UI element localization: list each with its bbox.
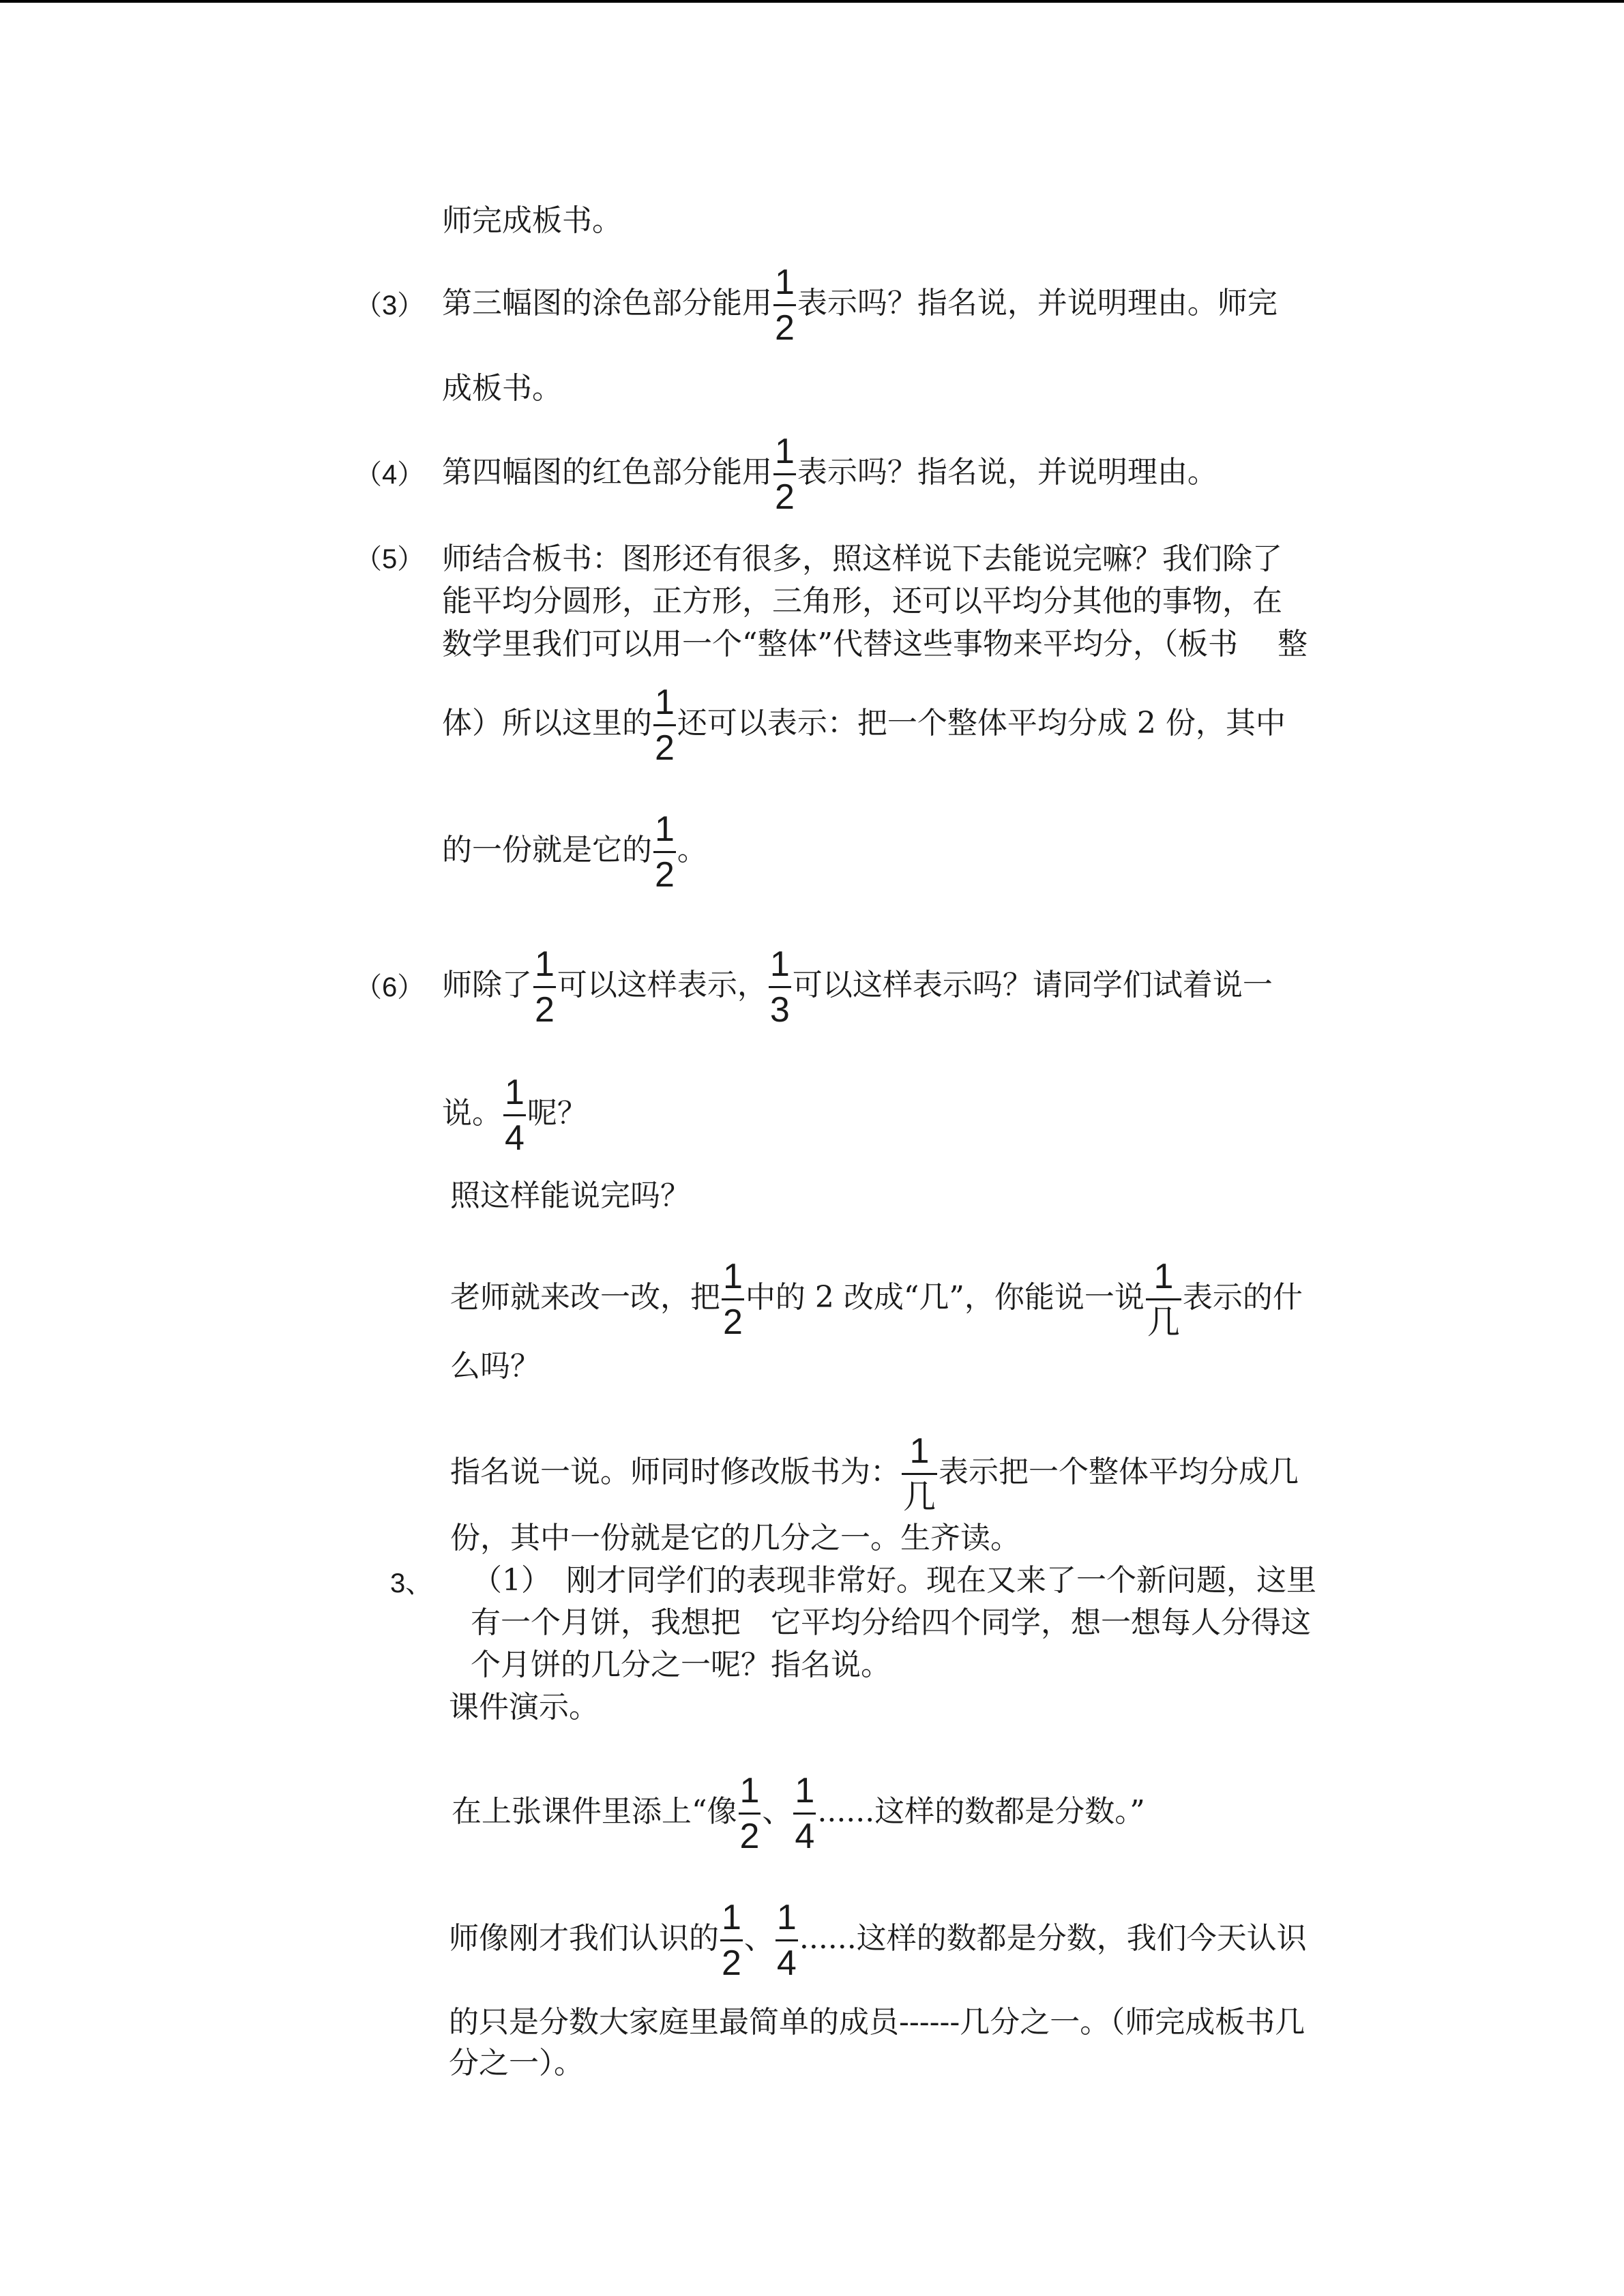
text-line: 的一份就是它的 $\frac{1}{2}$ 。 [442,809,707,895]
item-number: 3、 [390,1568,433,1598]
text-run: 第三幅图的涂色部分能用 [442,286,772,320]
text-line [442,262,1278,348]
text-line: 说。 $\frac{1}{4}$ 呢？ [442,1073,587,1158]
text-line: 师结合板书：图形还有很多，照这样说下去能说完嘛？我们除了 [442,541,1282,576]
fraction: $\frac{1}{2}$ [723,1257,743,1342]
text-line: 指名说一说。师同时修改版书为： $\frac{1}{\text{几}}$ 表示把一个整体平均分成几 [450,1431,1299,1516]
text-line: 课件演示。 [449,1690,599,1725]
item-number: （3） [355,290,425,320]
fraction: $\frac{1}{2}$ [739,1771,760,1856]
fraction: $\frac{1}{3}$ [769,944,790,1030]
text-line: 成板书。 [442,371,562,406]
text-line: 师像刚才我们认识的 $\frac{1}{2}$ 、 $\frac{1}{4}$ ......这样的数都是分数，我们今天认识 [449,1898,1307,1983]
text-line: 体）所以这里的 $\frac{1}{2}$ 还可以表示：把一个整体平均分成 2 份，其中 [442,683,1286,768]
text-line: 的只是分数大家庭里最简单的成员------几分之一。（师完成板书几 [449,2005,1305,2040]
fraction: $\frac{1}{4}$ [795,1771,815,1856]
fraction: $\frac{1}{2}$ [655,809,675,895]
fraction: $\frac{1}{2}$ [722,1898,741,1983]
text-run: 表示吗？指名说，并说明理由。师完 [797,286,1278,320]
text-line: 第四幅图的红色部分能用 $\frac{1}{2}$ 表示吗？指名说，并说明理由。 [442,432,1217,517]
fraction: $\frac{1}{\text{几}}$ [903,1431,936,1516]
item-number: （4） [355,460,425,490]
text-line: 能平均分圆形，正方形，三角形，还可以平均分其他的事物，在 [442,584,1282,618]
item-number: （5） [355,544,425,574]
text-line: （1） 刚才同学们的表现非常好。现在又来了一个新问题，这里 [472,1563,1316,1598]
text-line: 师完成板书。 [442,203,622,238]
fraction: $\frac{1}{2}$ [655,683,675,768]
text-line: 个月饼的几分之一呢？指名说。 [471,1648,891,1682]
text-line: 老师就来改一改，把 $\frac{1}{2}$ 中的 2 改成“几”，你能说一说 $\frac{1}{\text{几}}$ 表示的什 [450,1257,1303,1342]
text-line: 份，其中一份就是它的几分之一。生齐读。 [450,1521,1020,1555]
text-line: 数学里我们可以用一个“整体”代替这些事物来平均分，（板书 整 [442,627,1308,661]
top-border [0,0,1624,3]
fraction: $\frac{1}{\text{几}}$ [1147,1257,1180,1341]
fraction: $\frac{1}{4}$ [776,1898,797,1983]
item-number: （6） [355,972,425,1002]
text-line: 有一个月饼，我想把 它平均分给四个同学，想一想每人分得这 [471,1605,1311,1640]
fraction: $\frac{1}{2}$ [535,944,555,1030]
text-line: 分之一）。 [449,2046,584,2081]
text-line: 师除了 $\frac{1}{2}$ 可以这样表示， $\frac{1}{3}$ 可以这样表示吗？请同学们试着说一 [442,944,1273,1030]
text-line: 么吗？ [450,1349,540,1384]
fraction: $\frac{1}{2}$ [775,263,795,348]
fraction: $\frac{1}{2}$ [775,432,795,517]
text-line: 照这样能说完吗？ [450,1178,690,1213]
fraction: $\frac{1}{4}$ [505,1073,525,1158]
text-line: 在上张课件里添上“像 $\frac{1}{2}$ 、 $\frac{1}{4}$ ......这样的数都是分数。” [452,1771,1145,1856]
